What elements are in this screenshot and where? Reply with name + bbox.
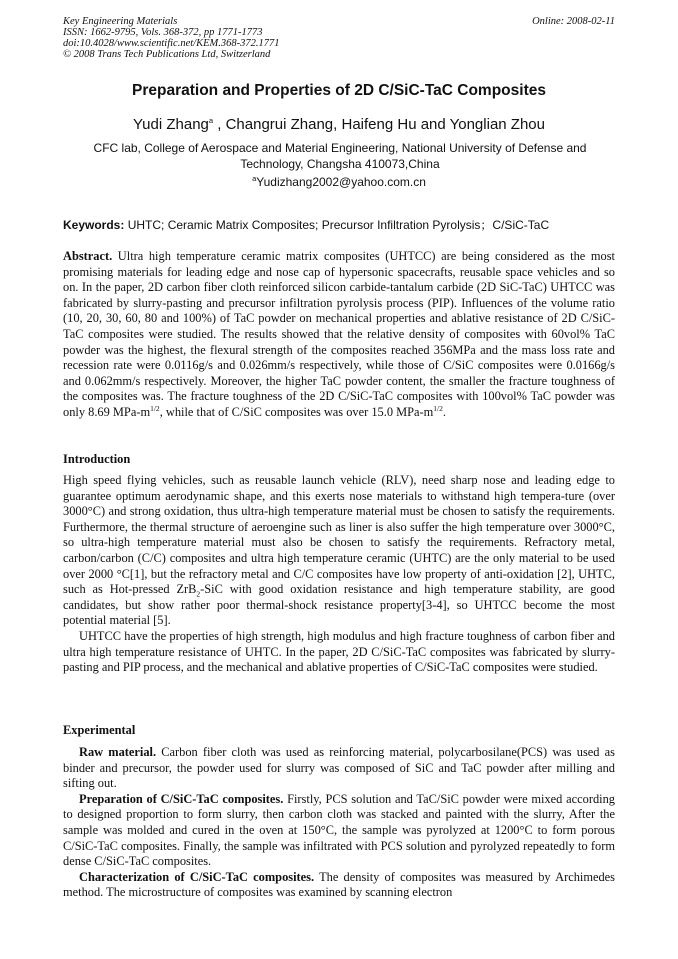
online-date: Online: 2008-02-11 [532, 16, 615, 27]
email-sup: a [252, 174, 257, 183]
first-author: Yudi Zhang [133, 116, 209, 133]
abstract-text-2: , while that of C/SiC composites was over 15.0 MPa-m [159, 404, 434, 419]
issn-line: ISSN: 1662-9795, Vols. 368-372, pp 1771-1773 [63, 27, 263, 38]
abstract-sup-2: 1/2 [433, 403, 443, 413]
preparation-text: Firstly, PCS solution and TaC/SiC powder were mixed according to designed proportion to form slurry, then carbon cloth was stacked and painted with the slurry, After the sample was molded and cured in the oven at 150°C, the sample was pyrolyzed at 1200°C to form porous C/SiC-TaC composites. Finally, the sample was infiltrated with PCS solution and pyrolyzed repeatedly to form dense C/SiC-TaC composites. [63, 791, 615, 869]
other-authors: , Changrui Zhang, Haifeng Hu and Yonglian Zhou [213, 116, 545, 133]
intro-p1-sub: 2 [196, 589, 201, 599]
author-email [0, 175, 678, 189]
intro-p1-text-2: -SiC with good oxidation resistance and high temperature stability, are good candidates, but show rather poor thermal-shock resistance property[3-4], so UHTCC become the most potential material [5]. [63, 582, 615, 628]
intro-paragraph-2: UHTCC have the properties of high strength, high modulus and high fracture toughness of carbon fiber and ultra high temperature resistance of UHTC. In the paper, 2D C/SiC-TaC composites was fabricated by slurry-pasting and PIP process, and the mechanical and ablative properties of C/SiC-TaC composites were studied. [63, 628, 615, 675]
keywords-label: Keywords: [63, 218, 125, 232]
abstract [63, 249, 615, 421]
experimental-body [63, 745, 615, 901]
abstract-text: Ultra high temperature ceramic matrix composites (UHTCC) are being considered as the most promising materials for leading edge and nose cap of hypersonic spacecrafts, reusable space vehicles and so on. In the paper, 2D carbon fiber cloth reinforced silicon carbide-tantalum carbide (2D SiC-TaC) UHTCC was fabricated by slurry-pasting and precursor infiltration pyrolysis process (PIP). Influences of the volume ratio (10, 20, 30, 60, 80 and 100%) of TaC powder on mechanical properties and ablative resistance of 2D C/SiC-TaC composites were studied. The results showed that the relative density of composites with 60vol% TaC powder was the highest, the flexural strength of the composites reached 356MPa and the mass loss rate and recession rate were 0.0116g/s and 0.026mm/s respectively, while those of C/SiC composites were 0.0166g/s and 0.062mm/s respectively. Moreover, the higher TaC powder content, the smaller the fracture toughness of the composites was. The fracture toughness of the 2D C/SiC-TaC composites with 100vol% TaC powder was only 8.69 MPa-m [63, 249, 615, 419]
raw-material-label: Raw material. [79, 745, 157, 759]
introduction-heading: Introduction [63, 452, 131, 466]
author-list [0, 116, 678, 133]
affiliation: CFC lab, College of Aerospace and Material Engineering, National University of Defense and Technology, Changsha 410073,China [93, 141, 587, 171]
intro-p1-text: High speed flying vehicles, such as reusable launch vehicle (RLV), need sharp nose and leading edge to guarantee optimum aerodynamic shape, and this exerts nose materials to withstand high tempera-ture (over 3000°C) and strong oxidation, thus ultra-high temperature material must be chosen to satisfy the requirements. Furthermore, the thermal structure of aeroengine such as liner is also suffer the high temperature over 3000°C, so ultra-high temperature material must also be chosen to satisfy the requirements. Refractory metal, carbon/carbon (C/C) composites and ultra high temperature ceramic (UHTC) are the only material to be used over 2000 °C[1], but the refractory metal and C/C composites have low property of anti-oxidation [2], UHTC, such as Hot-pressed ZrB [63, 473, 615, 597]
intro-paragraph-1 [63, 473, 615, 629]
paper-title: Preparation and Properties of 2D C/SiC-TaC Composites [132, 82, 546, 99]
characterization-paragraph [63, 870, 615, 901]
author-sup: a [208, 116, 214, 125]
experimental-heading: Experimental [63, 723, 136, 737]
characterization-text: The density of composites was measured by Archimedes method. The microstructure of composites was examined by scanning electron [63, 869, 615, 900]
keywords-text: UHTC; Ceramic Matrix Composites; Precursor Infiltration Pyrolysis；C/SiC-TaC [124, 218, 550, 232]
abstract-sup-1: 1/2 [150, 403, 160, 413]
abstract-text-3: . [442, 404, 446, 419]
raw-material-text: Carbon fiber cloth was used as reinforcing material, polycarbosilane(PCS) was used as binder and precursor, the powder used for slurry was composed of SiC and TaC powder after milling and sifting out. [63, 745, 615, 791]
keywords [63, 216, 623, 233]
doi-line: doi:10.4028/www.scientific.net/KEM.368-372.1771 [63, 38, 280, 49]
characterization-label: Characterization of C/SiC-TaC composites. [79, 869, 315, 884]
raw-material-paragraph [63, 745, 615, 792]
email-address: Yudizhang2002@yahoo.com.cn [256, 175, 426, 189]
copyright-line: © 2008 Trans Tech Publications Ltd, Switzerland [63, 49, 271, 60]
introduction-body [63, 473, 615, 676]
preparation-label: Preparation of C/SiC-TaC composites. [79, 791, 284, 806]
preparation-paragraph [63, 792, 615, 870]
journal-header [63, 16, 615, 60]
abstract-label: Abstract. [63, 249, 113, 263]
journal-name: Key Engineering Materials [63, 16, 178, 27]
